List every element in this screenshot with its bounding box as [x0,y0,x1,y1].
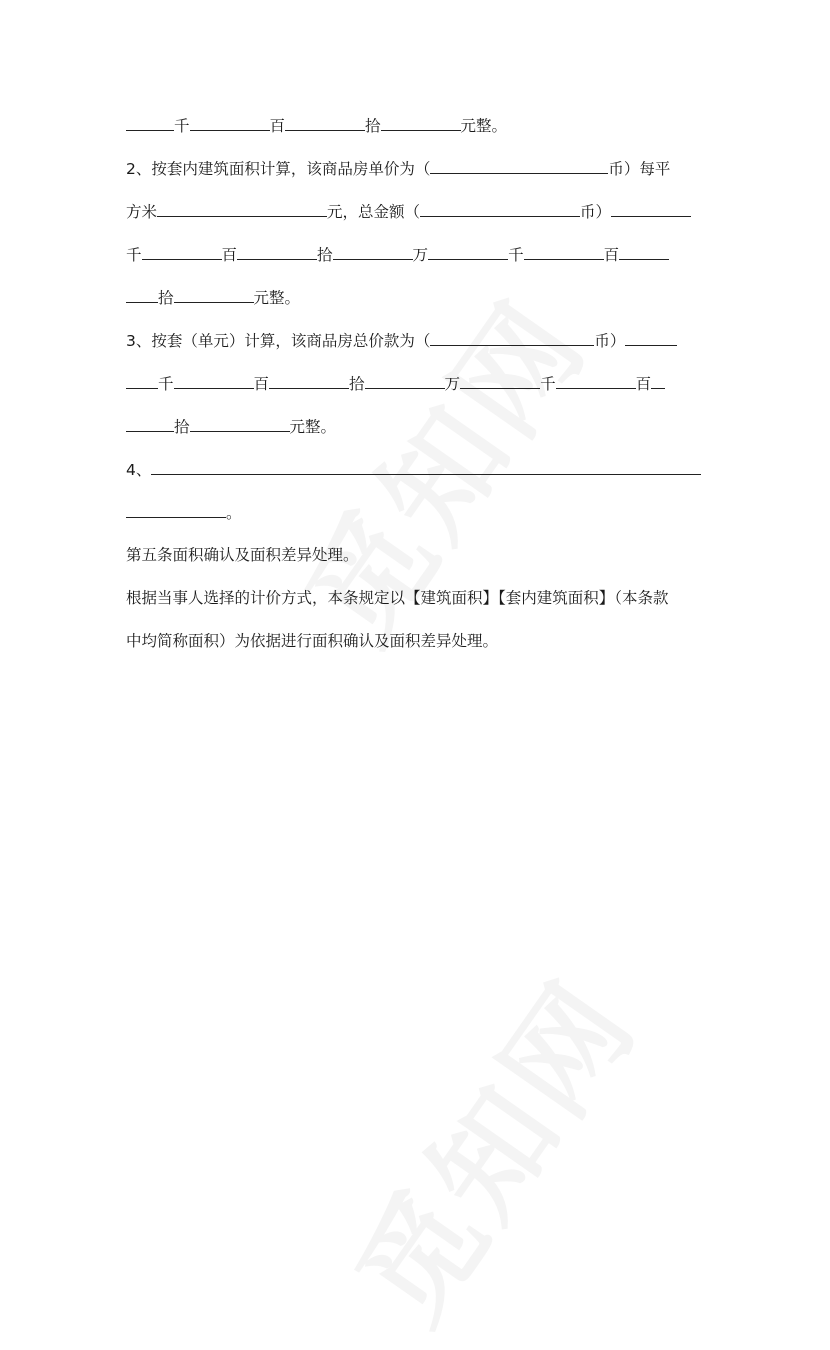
blank [126,286,158,303]
blank [126,501,226,518]
clause-3-line-2 [126,372,706,395]
clause-3-line-3 [126,415,706,438]
unit-shi: 拾 [317,246,333,264]
blank [190,415,290,432]
clause-2-line-1 [126,157,706,180]
clause-3-line-1 [126,329,706,352]
blank [381,114,461,131]
currency-text: 币） [580,203,612,221]
blank [524,243,604,260]
unit-text: 方米 [126,203,158,221]
blank [151,458,701,475]
clause-2-line-4 [126,286,706,309]
blank [190,114,270,131]
total-amount-text: 元，总金额（ [327,203,421,221]
blank [625,329,677,346]
clause-4-line-1 [126,458,706,481]
blank [237,243,317,260]
unit-yuan: 元整。 [460,117,508,135]
unit-shi: 拾 [349,375,365,393]
blank [611,200,691,217]
blank [142,243,222,260]
blank [430,157,608,174]
unit-yuan: 元整。 [253,289,301,307]
blank [126,372,158,389]
blank [174,372,254,389]
blank [126,114,174,131]
unit-shi: 拾 [158,289,174,307]
article-5-title [126,544,706,566]
clause-3-text: 3、按套（单元）计算，该商品房总价款为（ [126,332,431,350]
unit-qian: 千 [174,117,190,135]
article-5-line-2 [126,630,706,652]
article-5-heading: 第五条面积确认及面积差异处理。 [126,546,359,564]
blank [285,114,365,131]
blank [157,200,327,217]
unit-shi: 拾 [174,418,190,436]
blank [430,329,594,346]
unit-qian: 千 [508,246,524,264]
unit-bai: 百 [603,246,620,264]
blank [428,243,508,260]
currency-text: 币） [594,332,626,350]
price-line-1 [126,114,706,137]
clause-4-number: 4、 [126,461,152,479]
unit-qian: 千 [158,375,174,393]
blank [126,415,174,432]
blank [333,243,413,260]
blank [556,372,636,389]
unit-bai: 百 [221,246,238,264]
period: 。 [226,504,242,522]
watermark-bottom [310,942,668,1350]
unit-shi: 拾 [365,117,381,135]
blank [269,372,349,389]
blank [365,372,445,389]
unit-bai: 百 [635,375,652,393]
blank [460,372,540,389]
article-5-text-2: 中均简称面积）为依据进行面积确认及面积差异处理。 [126,632,499,650]
currency-text: 币）每平 [608,160,671,178]
unit-bai: 百 [253,375,270,393]
clause-4-line-2 [126,501,706,524]
blank [651,372,665,389]
unit-wan: 万 [412,246,429,264]
blank [619,243,669,260]
unit-bai: 百 [269,117,286,135]
article-5-text-1: 根据当事人选择的计价方式，本条规定以【建筑面积】【套内建筑面积】（本条款 [126,589,669,607]
unit-qian: 千 [540,375,556,393]
clause-2-line-3 [126,243,706,266]
blank [420,200,580,217]
unit-wan: 万 [444,375,461,393]
clause-2-line-2 [126,200,706,223]
blank [174,286,254,303]
article-5-line-1 [126,587,706,609]
unit-yuan: 元整。 [289,418,337,436]
unit-qian: 千 [126,246,142,264]
clause-2-text: 2、按套内建筑面积计算，该商品房单价为（ [126,160,431,178]
